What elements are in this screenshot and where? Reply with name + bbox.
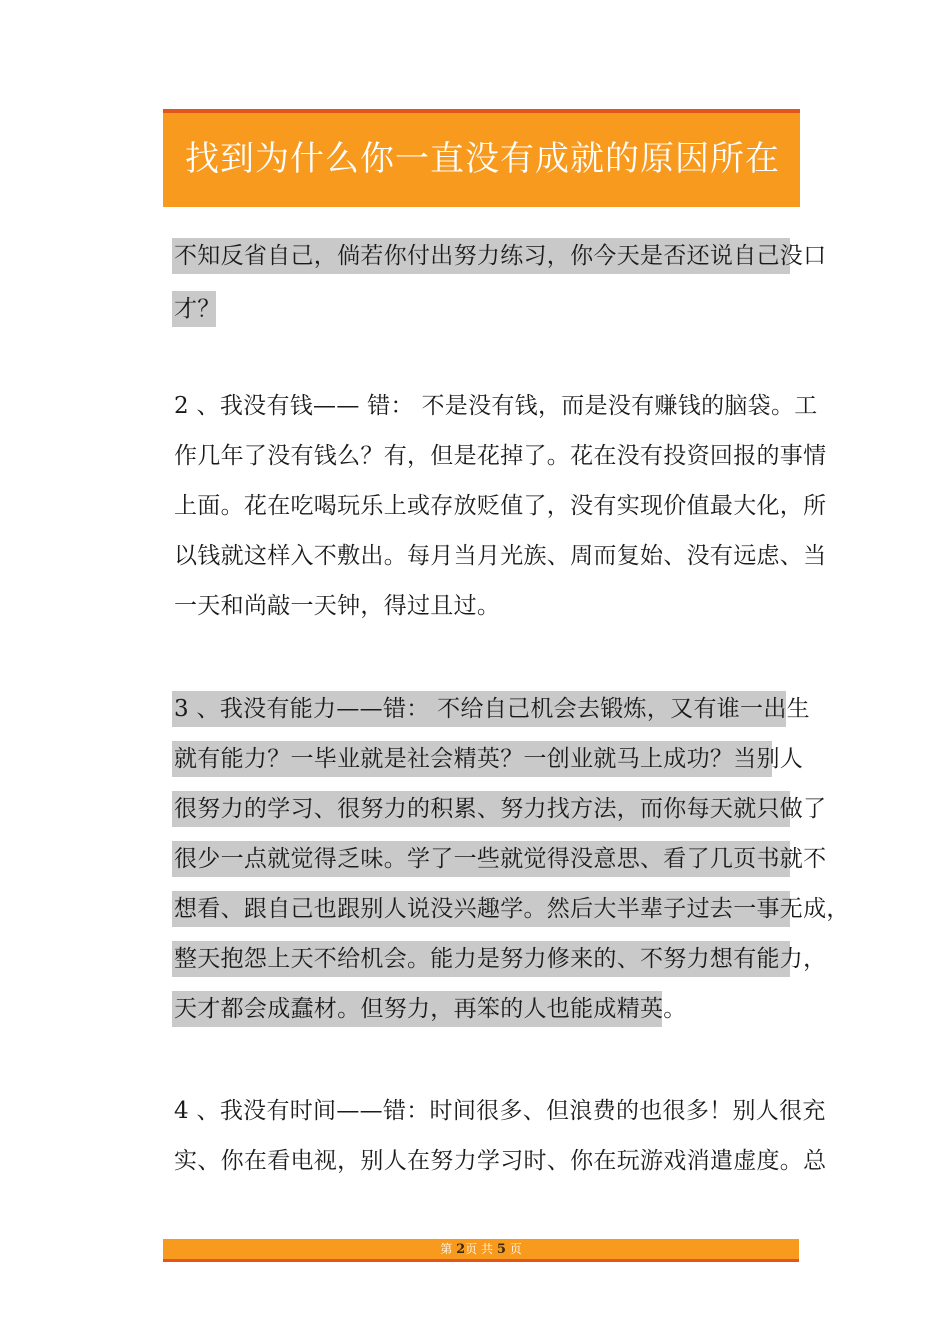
- paragraph-line: 就有能力？一毕业就是社会精英？一创业就马上成功？当别人: [172, 741, 772, 777]
- current-page-number: 2: [456, 1242, 466, 1257]
- paragraph-line: 整天抱怨上天不给机会。能力是努力修来的、不努力想有能力，: [172, 941, 790, 977]
- document-title: 找到为什么你一直没有成就的原因所在: [185, 139, 780, 179]
- paragraph-line: 很努力的学习、很努力的积累、努力找方法，而你每天就只做了: [172, 791, 790, 827]
- footer-prefix: 第: [440, 1242, 453, 1256]
- paragraph-line: 作几年了没有钱么？有，但是花掉了。花在没有投资回报的事情: [174, 443, 827, 469]
- paragraph-line: 天才都会成蠢材。但努力，再笨的人也能成精英。: [172, 991, 662, 1027]
- title-banner: [163, 109, 800, 207]
- paragraph-line: 才？: [172, 291, 216, 327]
- page-footer: [163, 1239, 799, 1262]
- paragraph-line: 想看、跟自己也跟别人说没兴趣学。然后大半辈子过去一事无成，: [172, 891, 790, 927]
- paragraph-line: 很少一点就觉得乏味。学了一些就觉得没意思、看了几页书就不: [172, 841, 790, 877]
- paragraph-line: 2 、我没有钱—— 错： 不是没有钱，而是没有赚钱的脑袋。工: [174, 393, 818, 419]
- paragraph-line: 以钱就这样入不敷出。每月当月光族、周而复始、没有远虑、当: [174, 543, 827, 569]
- paragraph-line: 不知反省自己，倘若你付出努力练习，你今天是否还说自己没口: [172, 238, 790, 274]
- paragraph-line: 4 、我没有时间——错：时间很多、但浪费的也很多！别人很充: [174, 1098, 826, 1124]
- paragraph-line: 一天和尚敲一天钟，得过且过。: [174, 593, 501, 619]
- total-pages-number: 5: [496, 1242, 506, 1257]
- footer-suffix: 页: [509, 1242, 522, 1256]
- footer-middle: 页 共: [465, 1242, 493, 1256]
- paragraph-line: 3 、我没有能力——错： 不给自己机会去锻炼，又有谁一出生: [172, 691, 786, 727]
- paragraph-line: 实、你在看电视，别人在努力学习时、你在玩游戏消遣虚度。总: [174, 1148, 827, 1174]
- paragraph-line: 上面。花在吃喝玩乐上或存放贬值了，没有实现价值最大化，所: [174, 493, 827, 519]
